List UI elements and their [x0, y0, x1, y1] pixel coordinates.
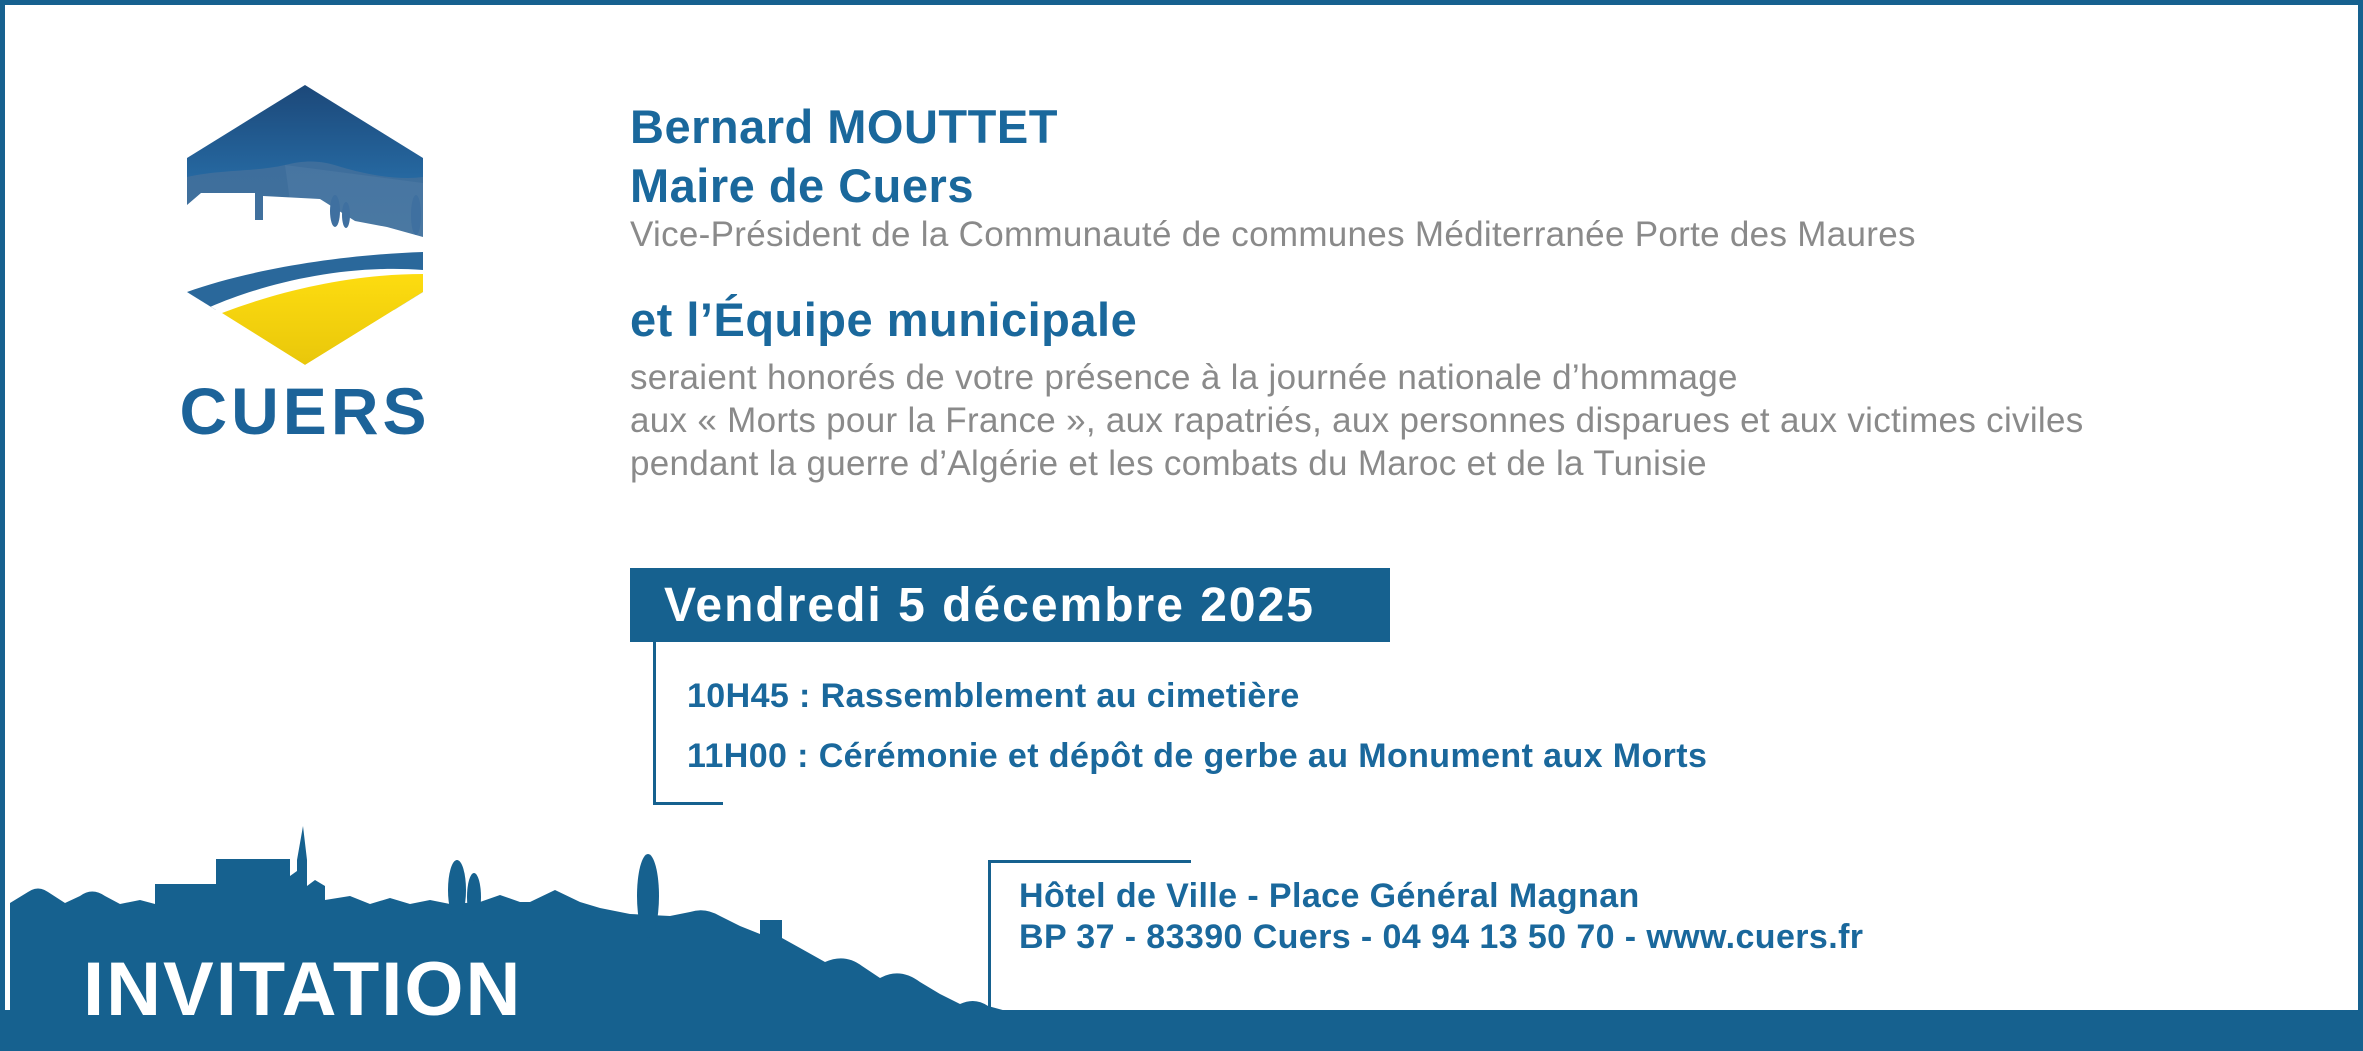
address-line: BP 37 - 83390 Cuers - 04 94 13 50 70 - www.cuers.fr [1019, 918, 1864, 956]
invitation-paragraph [630, 356, 2084, 485]
date-banner [630, 568, 1390, 642]
schedule-item: 11H00 : Cérémonie et dépôt de gerbe au Monument aux Morts [687, 737, 1708, 775]
cuers-logo-emblem-icon [155, 65, 455, 375]
address-line: Hôtel de Ville - Place Général Magnan [1019, 877, 1640, 915]
mayor-name: Bernard MOUTTET [630, 100, 1058, 153]
schedule-item: 10H45 : Rassemblement au cimetière [687, 677, 1300, 715]
invitation-title: INVITATION [83, 947, 523, 1032]
header-block [630, 97, 1058, 215]
address-block [1019, 876, 1863, 958]
logo-wordmark: CUERS [179, 374, 431, 448]
cuers-logo [155, 65, 455, 448]
event-date: Vendredi 5 décembre 2025 [664, 578, 1315, 632]
mayor-role: Maire de Cuers [630, 159, 974, 212]
schedule-list [687, 677, 1707, 776]
mayor-subtitle: Vice-Président de la Communauté de communes Méditerranée Porte des Maures [630, 215, 1916, 254]
paragraph-line: pendant la guerre d’Algérie et les combats du Maroc et de la Tunisie [630, 444, 1707, 483]
paragraph-line: seraient honorés de votre présence à la journée nationale d’hommage [630, 358, 1738, 397]
paragraph-line: aux « Morts pour la France », aux rapatriés, aux personnes disparues et aux victimes civiles [630, 401, 2084, 440]
municipal-team-line: et l’Équipe municipale [630, 293, 1138, 346]
